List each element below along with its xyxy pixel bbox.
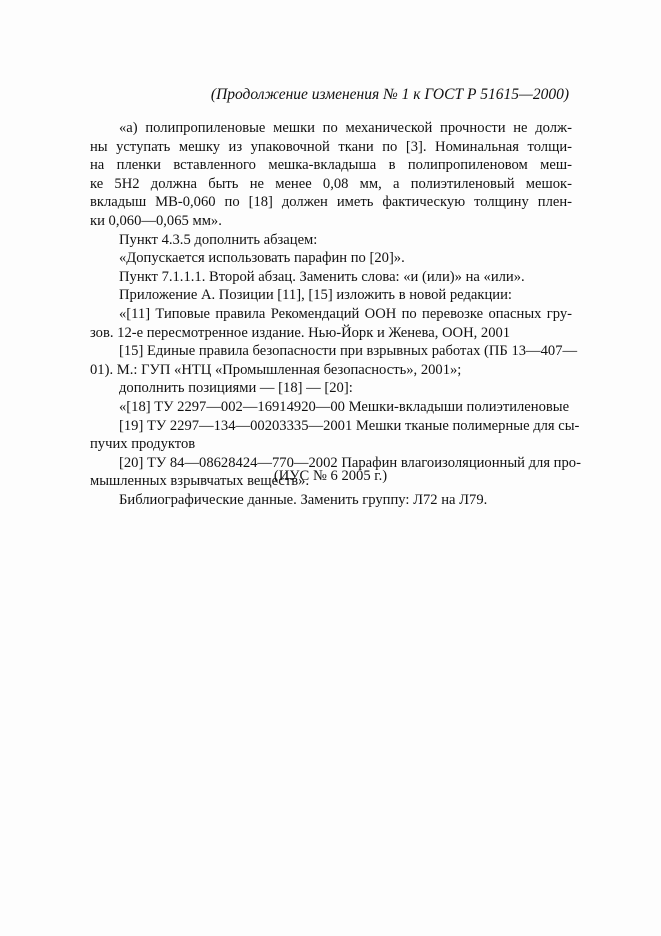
continuation-header: (Продолжение изменения № 1 к ГОСТ Р 51615—2000) [210, 86, 569, 103]
text-line: дополнить позициями — [18] — [20]: [119, 380, 353, 397]
text-line: [15] Единые правила безопасности при взрывных работах (ПБ 13—407— [119, 343, 578, 360]
source-reference: (ИУС № 6 2005 г.) [273, 468, 388, 484]
text-line: [19] ТУ 2297—134—00203335—2001 Мешки тканые полимерные для сы- [119, 417, 580, 434]
text-line: Приложение А. Позиции [11], [15] изложить в новой редакции: [119, 287, 512, 304]
text-line: на пленки вставленного мешка-вкладыша в полипропиленовом меш- [90, 157, 572, 174]
text-line: Пункт 7.1.1.1. Второй абзац. Заменить слова: «и (или)» на «или». [119, 268, 525, 285]
text-line: Библиографические данные. Заменить группу: Л72 на Л79. [119, 491, 488, 508]
text-line: пучих продуктов [90, 436, 196, 453]
amendment-text [90, 119, 581, 509]
text-line: ке 5Н2 должна быть не менее 0,08 мм, а полиэтиленовый мешок- [90, 175, 572, 192]
text-line: зов. 12-е пересмотренное издание. Нью-Йорк и Женева, ООН, 2001 [90, 324, 511, 341]
text-line: ки 0,060—0,065 мм». [90, 212, 222, 229]
text-line: вкладыш МВ-0,060 по [18] должен иметь фактическую толщину плен- [90, 194, 572, 211]
text-line: «а) полипропиленовые мешки по механической прочности не долж- [119, 120, 572, 136]
text-line: ны уступать мешку из упаковочной ткани по [3]. Номинальная толщи- [90, 138, 572, 155]
text-line: «[18] ТУ 2297—002—16914920—00 Мешки-вкладыши полиэтиленовые [119, 398, 570, 415]
text-line: Пункт 4.3.5 дополнить абзацем: [119, 231, 318, 248]
text-line: мышленных взрывчатых веществ». [90, 473, 310, 490]
text-line: [20] ТУ 84—08628424—770—2002 Парафин влагоизоляционный для про- [119, 454, 581, 471]
text-line: «Допускается использовать парафин по [20]». [119, 250, 405, 267]
text-line: 01). М.: ГУП «НТЦ «Промышленная безопасность», 2001»; [90, 361, 462, 378]
text-line: «[11] Типовые правила Рекомендаций ООН по перевозке опасных гру- [119, 305, 572, 322]
